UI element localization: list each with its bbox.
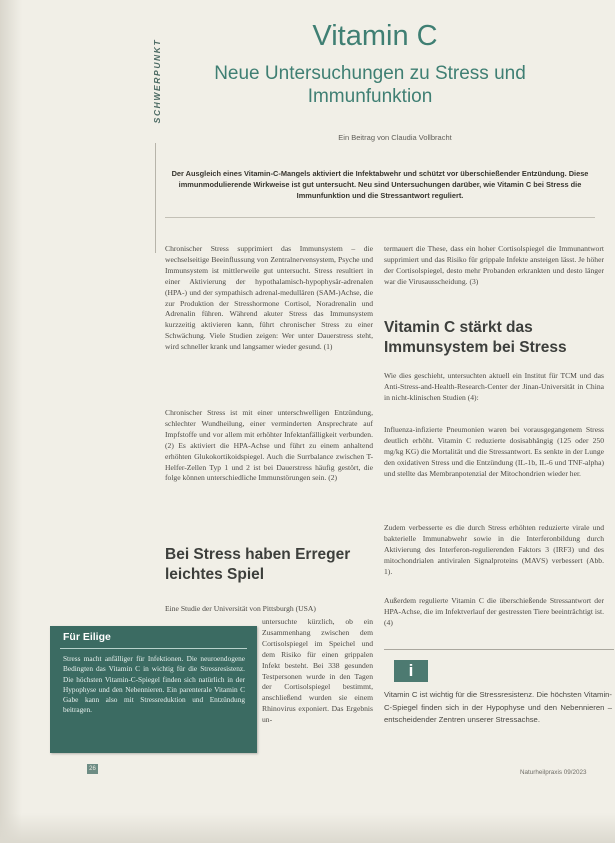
info-divider [384, 649, 614, 650]
right-heading: Vitamin C stärkt das Immunsystem bei Stress [384, 319, 567, 356]
left-heading: Bei Stress haben Erreger leichtes Spiel [165, 546, 351, 583]
info-icon [394, 660, 428, 682]
right-paragraph-2: Wie dies geschieht, untersuchten aktuell ein Institut für TCM und das Anti-Stress-and-Health-Research-Center der Jinan-Universität in China in nicht-klinischen Studien (4): [384, 371, 604, 402]
lead-divider [165, 217, 595, 218]
page-footer: Naturheilpraxis 09/2023 [520, 769, 587, 776]
right-paragraph-1: termauert die These, dass ein hoher Cortisolspiegel die Immunantwort supprimiert und das Risiko für grippale Infekte ansteigen lässt. Je höher der Cortisolspiegel, desto mehr Probanden erkrankten und desto länger war die Virusausscheidung. (3) [384, 244, 604, 286]
summary-box-text: Stress macht anfälliger für Infektionen. Die neuroendogene Bedingten das Vitamin C in wichtig für die Stressresistenz. Die höchsten Vitamin-C-Spiegel finden sich natürlich in der Hypophyse und den Nebennieren. Ein parenterale Vitamin C Gabe kann also mit Stressreduktion und Entzündung beitragen. [63, 654, 245, 715]
article-author: Ein Beitrag von Claudia Vollbracht [338, 133, 452, 142]
article-subtitle: Neue Untersuchungen zu Stress und Immunfunktion [214, 63, 526, 107]
summary-box-title: Für Eilige [63, 631, 111, 643]
right-paragraph-4: Zudem verbesserte es die durch Stress erhöhten reduzierte virale und bakterielle Immunabwehr sowie in die Interferonbildung durch Aktivierung des Interferon-regulierenden Faktors 3 (IRF3) und des mitochondrialen antiviralen Signalproteins (MAVS) verbessert (Abb. 1). [384, 523, 604, 576]
scan-edge-shadow [0, 0, 22, 843]
left-paragraph-3-intro: Eine Studie der Universität von Pittsburgh (USA) [165, 604, 316, 613]
left-paragraph-2: Chronischer Stress ist mit einer unterschwelligen Entzündung, schlechter Wundheilung, einer verminderten Ansprechrate auf Impfstoffe und vor allem mit erhöhter Infektanfälligkeit verbunden. (2) Es aktiviert die HPA-Achse und führt zu einem anhaltend erhöhten Glukokortikoidspiegel. Auch die Surrbalance zwischen T-Helfer-Zellen Typ 1 und 2 ist bei Dauerstress häufig gestört, die folge können unterschiedliche Immunstörungen sein. (2) [165, 408, 373, 483]
right-paragraph-5: Außerdem regulierte Vitamin C die überschießende Stressantwort der HPA-Achse, die im Infektverlauf der gestressten Tiere beeinträchtigt ist. (4) [384, 596, 604, 627]
summary-box [50, 626, 257, 753]
info-icon-letter: i [408, 661, 414, 680]
left-paragraph-1: Chronischer Stress supprimiert das Immunsystem – die wechselseitige Beeinflussung von Zentralnervensystem, Psyche und Immunsystem ist mittlerweile gut untersucht. Stress resultiert in einer Aktivierung der hypothalamisch-hypophysär-adrenalen (HPA-) und der sympathisch adrenal-medullären (SAM-)Achse, die zur Produktion der Stresshormone Cortisol, Noradrenalin und Adrenalin führen. Während akuter Stress das Immunsystem kurzzeitig aktivieren kann, führt chronischer Stress zu einer Schwächung. Viele Studien zeigen: Wer unter Dauerstress steht, wird schneller krank und langsamer wieder gesund. (1) [165, 244, 373, 352]
lead-paragraph: Der Ausgleich eines Vitamin-C-Mangels aktiviert die Infektabwehr und schützt vor überschießender Entzündung. Diese immunmodulierende Wirkweise ist gut untersucht. Neu sind Untersuchungen darüber, wie Vitamin C bei Stress die Immunfunktion und die Stressantwort reguliert. [171, 169, 589, 200]
info-text: Vitamin C ist wichtig für die Stressresistenz. Die höchsten Vitamin-C-Spiegel finden sich in der Hypophyse und den Nebennieren – entscheidender Zentren unserer Stressachse. [384, 690, 612, 724]
right-paragraph-3: Influenza-infizierte Pneumonien waren bei vorausgegangenem Stress deutlich erhöht. Vitamin C reduzierte dosisabhängig (125 oder 250 mg/kg KG) die Mortalität und die Stressantwort. Es senkte in der Lunge den oxidativen Stress und die Entzündung (IL-1b, IL-6 und TNF-alpha) und stellte das Membranpotenzial der Mitochondrien wieder her. [384, 425, 604, 478]
scan-bottom-shadow [0, 813, 615, 843]
page-number: 26 [87, 764, 98, 774]
section-divider [155, 143, 156, 253]
section-label [148, 20, 166, 150]
article-title: Vitamin C [312, 20, 438, 52]
section-label-text: SCHWERPUNKT [152, 38, 162, 124]
summary-box-divider [60, 648, 247, 649]
left-paragraph-3: untersuchte kürzlich, ob ein Zusammenhang zwischen dem Cortisolspiegel im Speichel und dem Risiko für einen grippalen Infekt besteht. Bei 338 gesunden Testpersonen wurde in den Tagen der Cortisolspiegel bestimmt, anschließend wurden sie einem Rhinovirus exponiert. Das Ergebnis un- [262, 617, 373, 725]
